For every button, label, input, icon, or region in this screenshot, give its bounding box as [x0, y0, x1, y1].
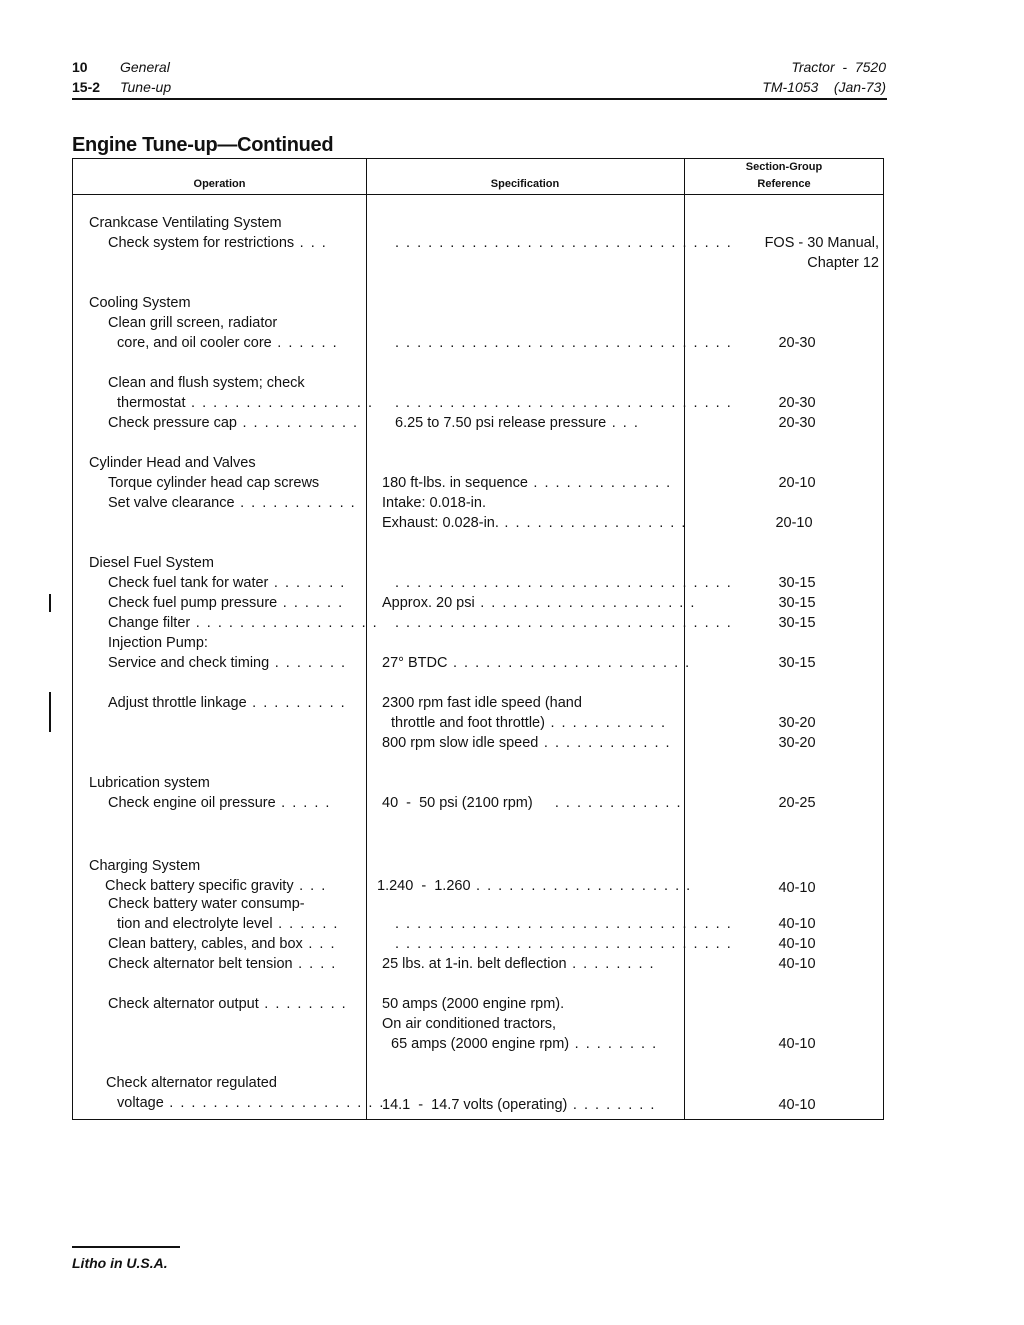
group-heading: Diesel Fuel System: [89, 555, 214, 571]
operation-item: Clean grill screen, radiator: [108, 315, 278, 331]
header-left-line-2: [72, 78, 171, 96]
reference-value: 20-10: [778, 475, 816, 491]
footer-print-note: Litho in U.S.A.: [72, 1255, 168, 1271]
operation-item: Injection Pump:: [108, 635, 208, 651]
reference-value: 40-10: [778, 956, 816, 972]
operation-item: Adjust throttle linkage . . . . . . . . .: [108, 695, 347, 711]
operation-item: Change filter . . . . . . . . . . . . . . . . .: [108, 615, 379, 631]
operation-item: Service and check timing . . . . . . .: [108, 655, 347, 671]
reference-value: 30-15: [778, 615, 816, 631]
operation-item: Check fuel pump pressure . . . . . .: [108, 595, 344, 611]
specification-value: 50 amps (2000 engine rpm).: [382, 996, 565, 1012]
reference-value: 40-10: [778, 936, 816, 952]
reference-value: 20-25: [778, 795, 816, 811]
column-header-reference-2: Reference: [757, 178, 811, 190]
operation-item: core, and oil cooler core . . . . . .: [117, 335, 339, 351]
reference-value: 40-10: [778, 1036, 816, 1052]
specification-value: 65 amps (2000 engine rpm) . . . . . . . .: [391, 1036, 658, 1052]
header-divider: [73, 194, 883, 195]
reference-value: 40-10: [778, 1097, 816, 1113]
reference-value: 30-15: [778, 595, 816, 611]
specification-value: On air conditioned tractors,: [382, 1016, 557, 1032]
operation-item: Check battery water consump-: [108, 896, 305, 912]
operation-item: tion and electrolyte level . . . . . .: [117, 916, 339, 932]
specification-value: 1.240 - 1.260 . . . . . . . . . . . . . . . . . . . .: [377, 878, 692, 894]
group-heading: Charging System: [89, 858, 201, 874]
specification-value: 2300 rpm fast idle speed (hand: [382, 695, 582, 711]
operation-item: voltage . . . . . . . . . . . . . . . . . . . .: [117, 1095, 385, 1111]
tune-up-table: [72, 158, 884, 1120]
reference-value: 30-20: [778, 735, 816, 751]
specification-value: 180 ft-lbs. in sequence . . . . . . . . . . . . .: [382, 475, 672, 491]
header-right-line-2: TM-1053 (Jan-73): [762, 79, 886, 95]
group-heading: Lubrication system: [89, 775, 210, 791]
reference-value: 20-10: [775, 515, 813, 531]
operation-item: Check pressure cap . . . . . . . . . . .: [108, 415, 359, 431]
leader-dots: . . . . . . . . . . . . . . . . . . . . . . . . . . . . . . .: [395, 335, 733, 351]
leader-dots: . . . . . . . . . . . . . . . . . . . . . . . . . . . . . . .: [395, 235, 733, 251]
leader-dots: . . . . . . . . . . . . . . . . . . . . . . . . . . . . . . .: [395, 395, 733, 411]
header-left-line-1: [72, 58, 170, 76]
reference-value: 30-15: [778, 575, 816, 591]
operation-item: Check engine oil pressure . . . . .: [108, 795, 331, 811]
reference-value: 30-20: [778, 715, 816, 731]
column-header-reference-1: Section-Group: [745, 161, 823, 173]
change-bar: [49, 594, 51, 612]
operation-item: Torque cylinder head cap screws: [108, 475, 320, 491]
reference-value: FOS - 30 Manual,: [764, 235, 879, 251]
specification-value: 6.25 to 7.50 psi release pressure . . .: [395, 415, 640, 431]
reference-value: 20-30: [778, 415, 816, 431]
group-label: Tune-up: [120, 79, 172, 95]
page-title: Engine Tune-up—Continued: [72, 134, 334, 156]
leader-dots: . . . . . . . . . . . . . . . . . . . . . . . . . . . . . . .: [395, 615, 733, 631]
specification-value: Intake: 0.018-in.: [382, 495, 486, 511]
operation-item: Check battery specific gravity . . .: [105, 878, 327, 894]
column-header-operation: Operation: [193, 178, 246, 190]
specification-value: Exhaust: 0.028-in. . . . . . . . . . . . . . . . . .: [382, 515, 687, 531]
section-number: 10: [72, 59, 88, 75]
footer-rule: [72, 1246, 180, 1248]
column-divider: [366, 159, 367, 1119]
leader-dots: . . . . . . . . . . . . . . . . . . . . . . . . . . . . . . .: [395, 916, 733, 932]
specification-value: 14.1 - 14.7 volts (operating) . . . . . . . .: [382, 1097, 656, 1113]
column-header-specification: Specification: [490, 178, 560, 190]
operation-item: Set valve clearance . . . . . . . . . . .: [108, 495, 357, 511]
header-rule: [72, 98, 887, 100]
operation-item: Check alternator output . . . . . . . .: [108, 996, 348, 1012]
reference-value: 20-30: [778, 335, 816, 351]
specification-value: 800 rpm slow idle speed . . . . . . . . . . . .: [382, 735, 672, 751]
specification-value: 25 lbs. at 1-in. belt deflection . . . . . . . .: [382, 956, 656, 972]
leader-dots: . . . . . . . . . . . . . . . . . . . . . . . . . . . . . . .: [395, 575, 733, 591]
column-divider: [684, 159, 685, 1119]
specification-value: 40 - 50 psi (2100 rpm) . . . . . . . . . . . .: [382, 795, 682, 811]
group-heading: Crankcase Ventilating System: [89, 215, 282, 231]
reference-value: Chapter 12: [807, 255, 879, 271]
operation-item: thermostat . . . . . . . . . . . . . . . . .: [117, 395, 374, 411]
specification-value: 27° BTDC . . . . . . . . . . . . . . . . . . . . . .: [382, 655, 691, 671]
operation-item: Clean battery, cables, and box . . .: [108, 936, 336, 952]
section-label: General: [120, 59, 170, 75]
leader-dots: . . . . . . . . . . . . . . . . . . . . . . . . . . . . . . .: [395, 936, 733, 952]
group-heading: Cooling System: [89, 295, 191, 311]
operation-item: Check alternator belt tension . . . .: [108, 956, 337, 972]
operation-item: Check fuel tank for water . . . . . . .: [108, 575, 346, 591]
specification-value: Approx. 20 psi . . . . . . . . . . . . . . . . . . . .: [382, 595, 696, 611]
header-right-line-1: Tractor - 7520: [791, 59, 886, 75]
specification-value: throttle and foot throttle) . . . . . . . . . . .: [391, 715, 667, 731]
change-bar: [49, 692, 51, 732]
operation-item: Clean and flush system; check: [108, 375, 305, 391]
operation-item: Check system for restrictions . . .: [108, 235, 328, 251]
operation-item: Check alternator regulated: [106, 1075, 277, 1091]
reference-value: 30-15: [778, 655, 816, 671]
group-number: 15-2: [72, 79, 101, 95]
reference-value: 20-30: [778, 395, 816, 411]
reference-value: 40-10: [778, 880, 816, 896]
reference-value: 40-10: [778, 916, 816, 932]
group-heading: Cylinder Head and Valves: [89, 455, 256, 471]
